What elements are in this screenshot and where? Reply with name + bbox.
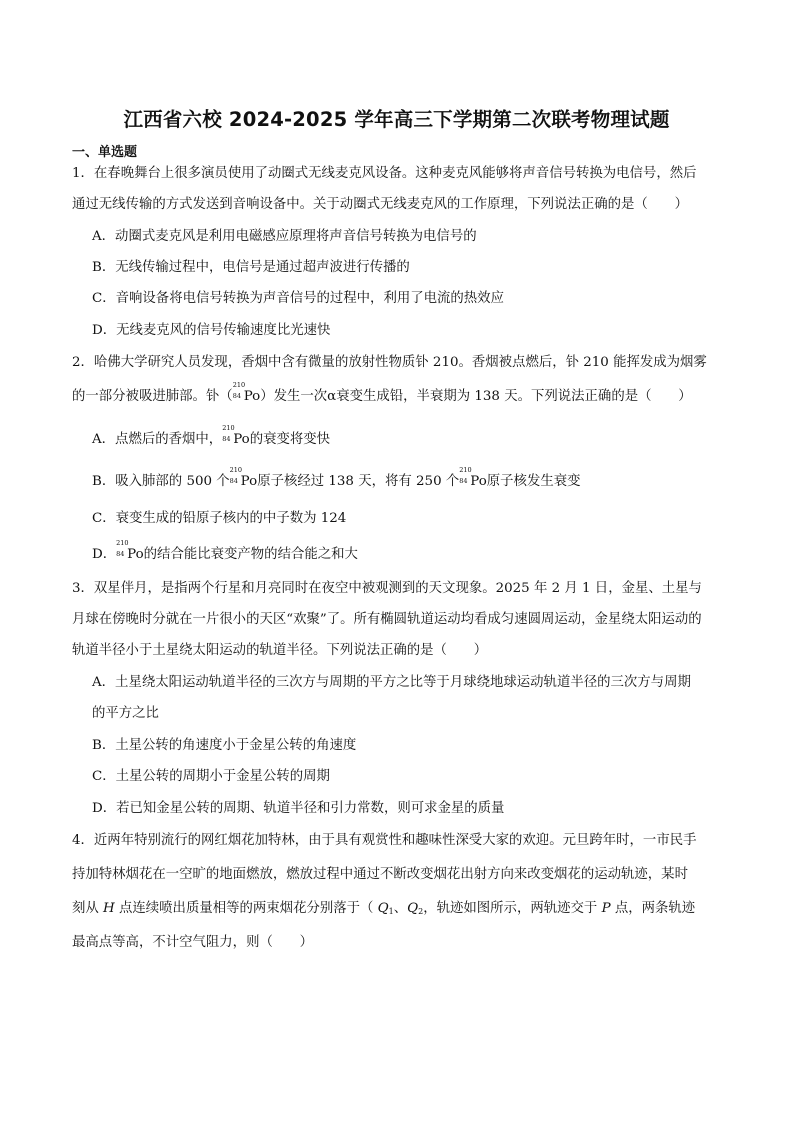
q1-option-a: A．动圈式麦克风是利用电磁感应原理将声音信号转换为电信号的 — [92, 229, 477, 244]
q2-subscript: 2 — [418, 907, 424, 916]
q2-option-c: C．衰变生成的铅原子核内的中子数为 124 — [92, 511, 347, 526]
q4-stem-line3 — [72, 900, 722, 921]
q1-option-c: C．音响设备将电信号转换为声音信号的过程中，利用了电流的热效应 — [92, 291, 504, 306]
atomic-number: 84 — [229, 477, 238, 485]
atomic-number: 84 — [116, 550, 125, 558]
q4-l3-d: 点，两条轨迹 — [610, 901, 696, 916]
q3-option-b: B．土星公转的角速度小于金星公转的角速度 — [92, 738, 357, 753]
element-symbol: Po — [470, 474, 487, 489]
q4-l3-b: 点连续喷出质量相等的两束烟花分别落于（ — [114, 901, 378, 916]
q2-stem-line1: 2．哈佛大学研究人员发现，香烟中含有微量的放射性物质钋 210。香烟被点燃后，钋 210 能挥发成为烟雾 — [72, 355, 707, 370]
mass-number: 210 — [222, 424, 235, 432]
q1-option-d: D．无线麦克风的信号传输速度比光速快 — [92, 323, 331, 338]
nuclide-symbol — [222, 424, 250, 449]
nuclide-symbol — [229, 466, 258, 491]
q4-separator: 、 — [393, 901, 408, 916]
q2-line2-post: ）发生一次α衰变生成铅，半衰期为 138 天。下列说法正确的是（ ） — [260, 389, 692, 404]
q1-stem-line2: 通过无线传输的方式发送到音响设备中。关于动圈式无线麦克风的工作原理，下列说法正确的是（ ） — [72, 197, 688, 212]
point-h-label: H — [103, 901, 115, 916]
q2-b-pre: B．吸入肺部的 500 个 — [92, 474, 230, 489]
q2-stem-line2 — [72, 381, 722, 406]
q4-stem-line1: 4．近两年特别流行的网红烟花加特林，由于具有观赏性和趣味性深受大家的欢迎。元旦跨年时，一市民手 — [72, 833, 697, 848]
element-symbol: Po — [240, 474, 258, 489]
q3-stem-line3: 轨道半径小于土星绕太阳运动的轨道半径。下列说法正确的是（ ） — [72, 643, 488, 658]
q4-stem-line2: 持加特林烟花在一空旷的地面燃放，燃放过程中通过不断改变烟花出射方向来改变烟花的运动轨迹，某时 — [72, 867, 688, 882]
q2-b-mid: 原子核经过 138 天，将有 250 个 — [257, 474, 460, 489]
element-symbol: Po — [233, 432, 250, 447]
q3-option-a-cont: 的平方之比 — [92, 706, 159, 721]
q3-option-a-line1: A．土星绕太阳运动轨道半径的三次方与周期的平方之比等于月球绕地球运动轨道半径的三次方与周期 — [92, 675, 691, 690]
q4-l3-c: ，轨迹如图所示，两轨迹交于 — [423, 901, 602, 916]
mass-number: 210 — [232, 381, 246, 389]
atomic-number: 84 — [232, 392, 241, 400]
q3-option-c: C．土星公转的周期小于金星公转的周期 — [92, 769, 330, 784]
atomic-number: 84 — [222, 435, 231, 443]
q2-option-a — [92, 424, 722, 449]
section-heading: 一、单选题 — [72, 145, 138, 160]
mass-number: 210 — [459, 466, 472, 474]
q1-subscript: 1 — [388, 907, 394, 916]
point-q-label: Q — [407, 901, 419, 916]
q2-d-post: 的结合能比衰变产物的结合能之和大 — [143, 547, 358, 562]
mass-number: 210 — [229, 466, 243, 474]
point-q-label: Q — [377, 901, 389, 916]
q1-stem-line1: 1．在春晚舞台上很多演员使用了动圈式无线麦克风设备。这种麦克风能够将声音信号转换为电信号，然后 — [72, 166, 697, 181]
q2-a-pre: A．点燃后的香烟中， — [92, 432, 223, 447]
nuclide-symbol — [459, 466, 487, 491]
q3-stem-line2: 月球在傍晚时分就在一片很小的天区“欢聚”了。所有椭圆轨道运动均看成匀速圆周运动，金星绕太阳运动的 — [72, 612, 702, 627]
mass-number: 210 — [116, 539, 129, 547]
q1-option-b: B．无线传输过程中，电信号是通过超声波进行传播的 — [92, 260, 410, 275]
page-title: 江西省六校 2024-2025 学年高三下学期第二次联考物理试题 — [123, 108, 670, 131]
q2-line2-pre: 的一部分被吸进肺部。钋（ — [72, 389, 233, 404]
q3-option-a-line2 — [92, 705, 722, 723]
q3-option-d: D．若已知金星公转的周期、轨道半径和引力常数，则可求金星的质量 — [92, 801, 505, 816]
q2-option-d — [92, 539, 722, 564]
q4-stem-line4: 最高点等高，不计空气阻力，则（ ） — [72, 935, 314, 950]
element-symbol: Po — [127, 547, 144, 562]
nuclide-symbol — [232, 381, 261, 406]
atomic-number: 84 — [459, 477, 468, 485]
element-symbol: Po — [243, 389, 261, 404]
q2-option-b — [92, 466, 722, 491]
q3-stem-line1: 3．双星伴月，是指两个行星和月亮同时在夜空中被观测到的天文现象。2025 年 2 月 1 日，金星、土星与 — [72, 581, 702, 596]
q4-l3-a: 刻从 — [72, 901, 104, 916]
q2-b-post: 原子核发生衰变 — [486, 474, 581, 489]
q2-a-post: 的衰变将变快 — [249, 432, 331, 447]
point-p-label: P — [601, 901, 611, 916]
q2-d-pre: D． — [92, 547, 117, 562]
nuclide-symbol — [116, 539, 144, 564]
